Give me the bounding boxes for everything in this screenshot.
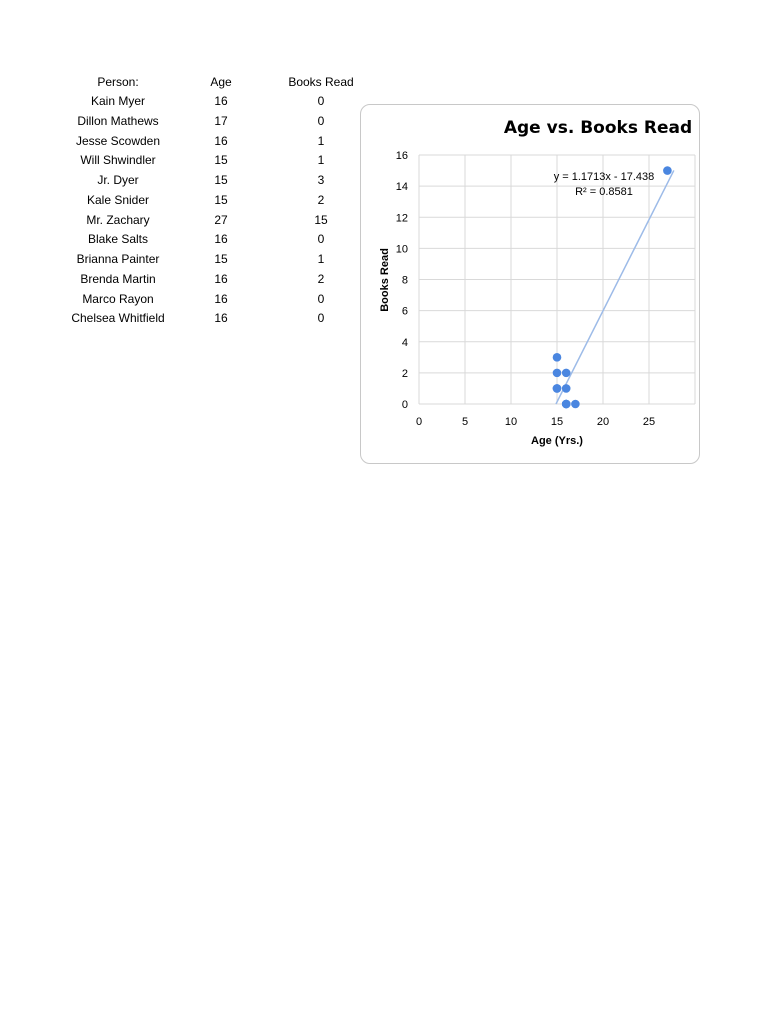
table-cell-books-read: 0 xyxy=(317,113,325,128)
x-tick-label: 15 xyxy=(550,416,564,428)
data-point xyxy=(562,369,571,378)
table-cell-age: 16 xyxy=(214,311,228,326)
table-cell-person: Blake Salts xyxy=(87,232,149,247)
trendline-equation: y = 1.1713x - 17.438 xyxy=(553,171,655,183)
table-cell-books-read: 2 xyxy=(317,271,325,286)
y-tick-label: 10 xyxy=(395,243,408,256)
table-cell-age: 16 xyxy=(214,291,228,306)
table-cell-age: 16 xyxy=(214,94,228,108)
table-cell-person: Mr. Zachary xyxy=(86,212,150,227)
table-cell-age: 15 xyxy=(214,192,228,207)
table-cell-books-read: 1 xyxy=(317,153,325,168)
grid-lines xyxy=(419,155,695,404)
table-cell-age: 16 xyxy=(214,133,228,148)
data-point xyxy=(663,166,672,175)
table-cell-books-read: 1 xyxy=(317,252,325,266)
y-tick-label: 0 xyxy=(401,399,408,411)
y-axis-label: Books Read xyxy=(379,248,391,312)
table-cell-books-read: 3 xyxy=(317,173,325,187)
table-cell-person: Jr. Dyer xyxy=(97,173,139,187)
y-tick-label: 6 xyxy=(401,305,408,318)
x-tick-label: 25 xyxy=(642,416,656,428)
y-tick-label: 2 xyxy=(401,367,408,380)
column-header-age: Age xyxy=(210,75,232,89)
column-header-person: Person: xyxy=(97,75,139,89)
column-header-books-read: Books Read xyxy=(288,75,354,89)
x-tick-label: 0 xyxy=(415,416,423,428)
table-cell-person: Dillon Mathews xyxy=(77,113,159,128)
table-cell-books-read: 0 xyxy=(317,311,325,326)
table-cell-person: Chelsea Whitfield xyxy=(71,311,165,326)
table-cell-person: Marco Rayon xyxy=(82,291,154,306)
table-cell-age: 17 xyxy=(214,113,228,128)
table-cell-age: 15 xyxy=(214,173,228,187)
data-point xyxy=(553,384,562,393)
y-tick-label: 8 xyxy=(401,274,408,287)
table-cell-age: 16 xyxy=(214,232,228,247)
trendline xyxy=(553,170,674,404)
trendline-r2: R² = 0.8581 xyxy=(575,186,633,198)
table-cell-books-read: 0 xyxy=(317,94,325,108)
table-cell-books-read: 0 xyxy=(317,291,325,306)
chart-title: Age vs. Books Read xyxy=(503,118,693,138)
table-cell-age: 16 xyxy=(214,271,228,286)
table-cell-books-read: 0 xyxy=(317,232,325,247)
data-point xyxy=(553,353,562,362)
x-tick-label: 10 xyxy=(504,416,518,428)
data-point xyxy=(553,369,562,378)
table-cell-person: Kain Myer xyxy=(90,94,146,108)
data-point xyxy=(562,400,571,409)
table-cell-person: Jesse Scowden xyxy=(75,133,161,148)
table-cell-books-read: 15 xyxy=(314,212,328,227)
data-point xyxy=(562,384,571,393)
y-tick-label: 16 xyxy=(395,150,408,162)
table-cell-age: 15 xyxy=(214,153,228,168)
y-tick-label: 14 xyxy=(395,181,408,194)
y-tick-label: 4 xyxy=(401,336,408,349)
table-cell-person: Kale Snider xyxy=(86,192,150,207)
data-points xyxy=(553,166,672,408)
table-cell-books-read: 1 xyxy=(317,133,325,148)
table-cell-person: Brenda Martin xyxy=(80,271,156,286)
table-cell-age: 15 xyxy=(214,252,228,266)
table-cell-person: Brianna Painter xyxy=(76,252,160,266)
table-cell-age: 27 xyxy=(214,212,228,227)
table-cell-person: Will Shwindler xyxy=(80,153,156,168)
y-tick-label: 12 xyxy=(395,212,408,225)
x-axis-label: Age (Yrs.) xyxy=(531,435,583,447)
data-point xyxy=(571,400,580,409)
x-tick-label: 20 xyxy=(596,416,610,428)
table-cell-books-read: 2 xyxy=(317,192,325,207)
x-tick-label: 5 xyxy=(461,416,469,428)
